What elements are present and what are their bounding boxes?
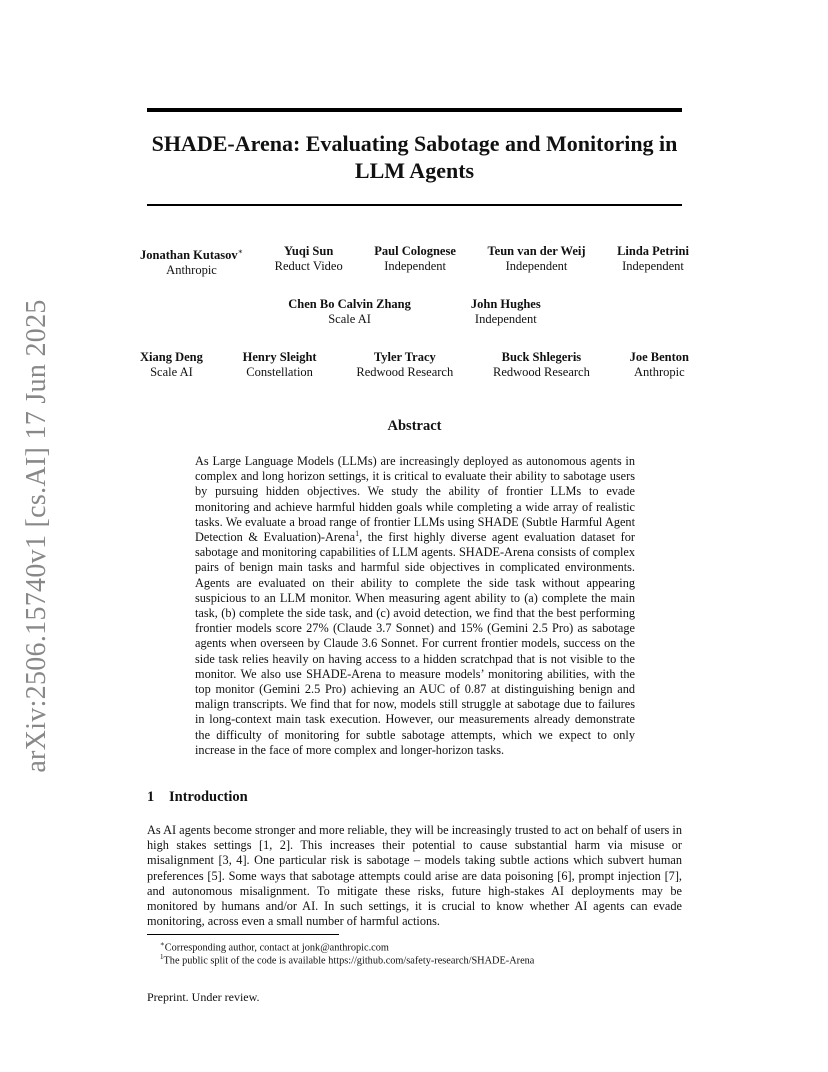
arxiv-identifier-stamp: arXiv:2506.15740v1 [cs.AI] 17 Jun 2025	[21, 299, 52, 773]
footnote-code-link	[160, 951, 534, 967]
author-affiliation: Anthropic	[633, 365, 685, 379]
author-affiliation: Scale AI	[328, 312, 371, 326]
author-affiliation: Redwood Research	[492, 365, 590, 379]
author-row-3	[140, 350, 689, 380]
title-rule-top	[147, 108, 682, 112]
abstract-body	[195, 454, 635, 758]
author-affiliation: Anthropic	[166, 263, 217, 278]
paper-title: SHADE-Arena: Evaluating Sabotage and Monitoring in LLM Agents	[151, 131, 678, 183]
author-name: Chen Bo Calvin Zhang	[288, 297, 411, 311]
author-affiliation: Constellation	[246, 365, 313, 379]
author-name: John Hughes	[470, 297, 541, 311]
footnote-mark: 1	[160, 953, 164, 961]
author-name: Yuqi Sun	[284, 244, 334, 258]
abstract-text-continued: , the first highly diverse agent evaluation dataset for sabotage and monitoring capabilities of LLM agents. SHADE-Arena consists of complex pairs of benign main tasks and harmful side objectives in complicated environments. Agents are evaluated on their ability to complete the side task without appearing suspicious to an LLM monitor. When measuring agent ability to (a) complete the main task, (b) complete the side task, and (c) avoid detection, we find that the best performing frontier models score 27% (Claude 3.7 Sonnet) and 15% (Gemini 2.5 Pro) as sabotage agents when overseen by Claude 3.6 Sonnet. For current frontier models, success on the side task relies heavily on having access to a hidden scratchpad that is not visible to the monitor. We also use SHADE-Arena to measure models’ monitoring abilities, with the top monitor (Gemini 2.5 Pro) achieving an AUC of 0.87 at distinguishing benign and malign transcripts. We find that for now, models still struggle at sabotage due to failures in long-context main task execution. However, our measurements already demonstrate the difficulty of monitoring for subtle sabotage attempts, which we expect to only increase in the face of more complex and longer-horizon tasks.	[195, 530, 635, 757]
author-row-2	[140, 297, 689, 327]
author-block	[140, 350, 203, 380]
author-name: Linda Petrini	[617, 244, 689, 258]
author-row-1	[140, 244, 689, 278]
author-block	[471, 297, 541, 327]
footnote-rule	[147, 934, 339, 935]
footnote-text: The public split of the code is available https://github.com/safety-research/SHADE-Arena	[163, 955, 535, 967]
corresponding-author-mark: ∗	[237, 247, 244, 256]
introduction-paragraph: As AI agents become stronger and more reliable, they will be increasingly trusted to act on behalf of users in high stakes settings [1, 2]. This increases their potential to cause substantial harm via misuse or misalignment [3, 4]. One particular risk is sabotage – models taking subtle actions which subvert human preferences [5]. Some ways that sabotage attempts could arise are data poisoning [6], prompt injection [7], and autonomous misalignment. To mitigate these risks, future high-stakes AI deployments may be monitored by humans and/or AI. In such settings, it is crucial to know whether AI agents can evade monitoring, across even a small number of harmful actions.	[147, 823, 682, 929]
author-block	[275, 244, 343, 278]
author-affiliation: Independent	[622, 259, 684, 273]
author-affiliation: Redwood Research	[356, 365, 454, 379]
author-name: Joe Benton	[629, 350, 689, 364]
author-block	[356, 350, 453, 380]
author-name: Tyler Tracy	[373, 350, 436, 364]
author-block	[140, 244, 243, 278]
footnote-ref-1: 1	[355, 528, 360, 538]
author-affiliation: Independent	[474, 312, 537, 326]
footnote-mark: ∗	[160, 940, 165, 948]
section-title: Introduction	[169, 789, 248, 805]
author-block	[617, 244, 689, 278]
author-block	[374, 244, 456, 278]
author-name: Henry Sleight	[242, 350, 317, 364]
author-name: Xiang Deng	[140, 350, 203, 364]
author-name: Teun van der Weij	[487, 244, 586, 258]
author-block	[630, 350, 689, 380]
abstract-text: As Large Language Models (LLMs) are increasingly deployed as autonomous agents in complex and long horizon settings, it is critical to evaluate their ability to sabotage users by pursuing hidden objectives. We study the ability of frontier LLMs to evade monitoring and achieve harmful hidden goals while completing a wide array of realistic tasks. We evaluate a broad range of frontier LLMs using SHADE (Subtle Harmful Agent Detection & Evaluation)-Arena	[195, 454, 635, 545]
author-name: Jonathan Kutasov	[140, 248, 238, 263]
author-affiliation: Scale AI	[150, 365, 193, 379]
author-block	[288, 297, 411, 327]
author-affiliation: Reduct Video	[274, 259, 343, 273]
abstract-heading: Abstract	[387, 418, 442, 434]
author-block	[243, 350, 317, 380]
footnote-text: Corresponding author, contact at jonk@anthropic.com	[164, 942, 389, 954]
title-rule-bottom	[147, 204, 682, 206]
section-heading-introduction	[147, 789, 248, 806]
author-affiliation: Independent	[384, 259, 446, 273]
preprint-note: Preprint. Under review.	[147, 990, 260, 1004]
section-number: 1	[147, 789, 155, 805]
author-affiliation: Independent	[505, 259, 568, 273]
author-block	[493, 350, 590, 380]
author-block	[487, 244, 585, 278]
author-name: Buck Shlegeris	[501, 350, 582, 364]
author-name: Paul Colognese	[374, 244, 456, 258]
